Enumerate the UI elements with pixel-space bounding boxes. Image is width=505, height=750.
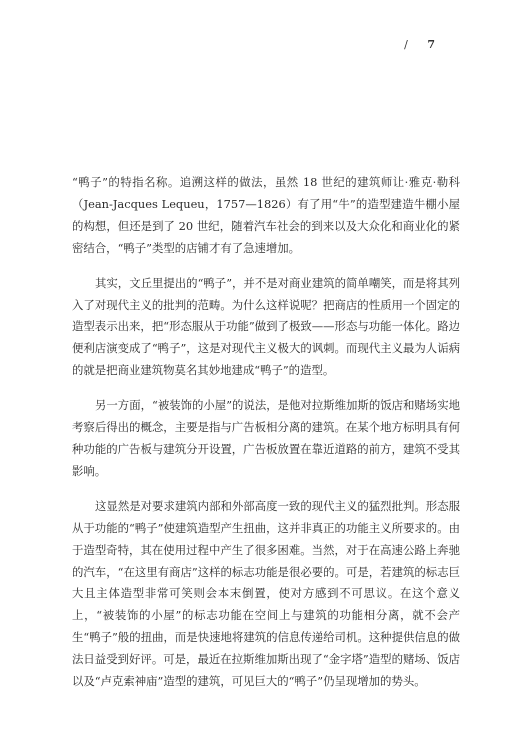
paragraph: “鸭子”的特指名称。追溯这样的做法，虽然 18 世纪的建筑师让·雅克·勒科（Jean-Jacques Lequeu，1757—1826）有了用“牛”的造型建造牛棚小屋的构想，但还是到了 20 世纪，随着汽车社会的到来以及大众化和商业化的紧密结合，“鸭子”类型的店铺才有了急速增加。 [72, 175, 460, 255]
paragraph: 其实，文丘里提出的“鸭子”，并不是对商业建筑的简单嘲笑，而是将其列入了对现代主义的批判的范畴。为什么这样说呢？把商店的性质用一个固定的造型表示出来，把“形态服从于功能”做到了极致——形态与功能一体化。路边便利店演变成了“鸭子”，这是对现代主义极大的讽刺。而现代主义最为人诟病的就是把商业建筑物莫名其妙地建成“鸭子”的造型。 [72, 275, 460, 378]
header-separator: / [404, 38, 408, 51]
page-number: 7 [427, 38, 435, 51]
page-header [404, 38, 435, 51]
paragraph: 这显然是对要求建筑内部和外部高度一致的现代主义的猛烈批判。形态服从于功能的“鸭子”使建筑造型产生扭曲，这并非真正的功能主义所要求的。由于造型奇特，其在使用过程中产生了很多困难。当然，对于在高速公路上奔驰的汽车，“在这里有商店”这样的标志功能是很必要的。可是，若建筑的标志巨大且主体造型非常可笑则会本末倒置，使对方感到不可思议。在这个意义上，“被装饰的小屋”的标志功能在空间上与建筑的功能相分离，就不会产生“鸭子”般的扭曲，而是快速地将建筑的信息传递给司机。这种提供信息的做法日益受到好评。可是，最近在拉斯维加斯出现了“金字塔”造型的赌场、饭店以及“卢克索神庙”造型的建筑，可见巨大的“鸭子”仍呈现增加的势头。 [72, 498, 460, 689]
body-text [72, 172, 460, 706]
paragraph: 另一方面，“被装饰的小屋”的说法，是他对拉斯维加斯的饭店和赌场实地考察后得出的概念，主要是指与广告板相分离的建筑。在某个地方标明具有何种功能的广告板与建筑分开设置，广告板放置在靠近道路的前方，建筑不受其影响。 [72, 398, 460, 478]
